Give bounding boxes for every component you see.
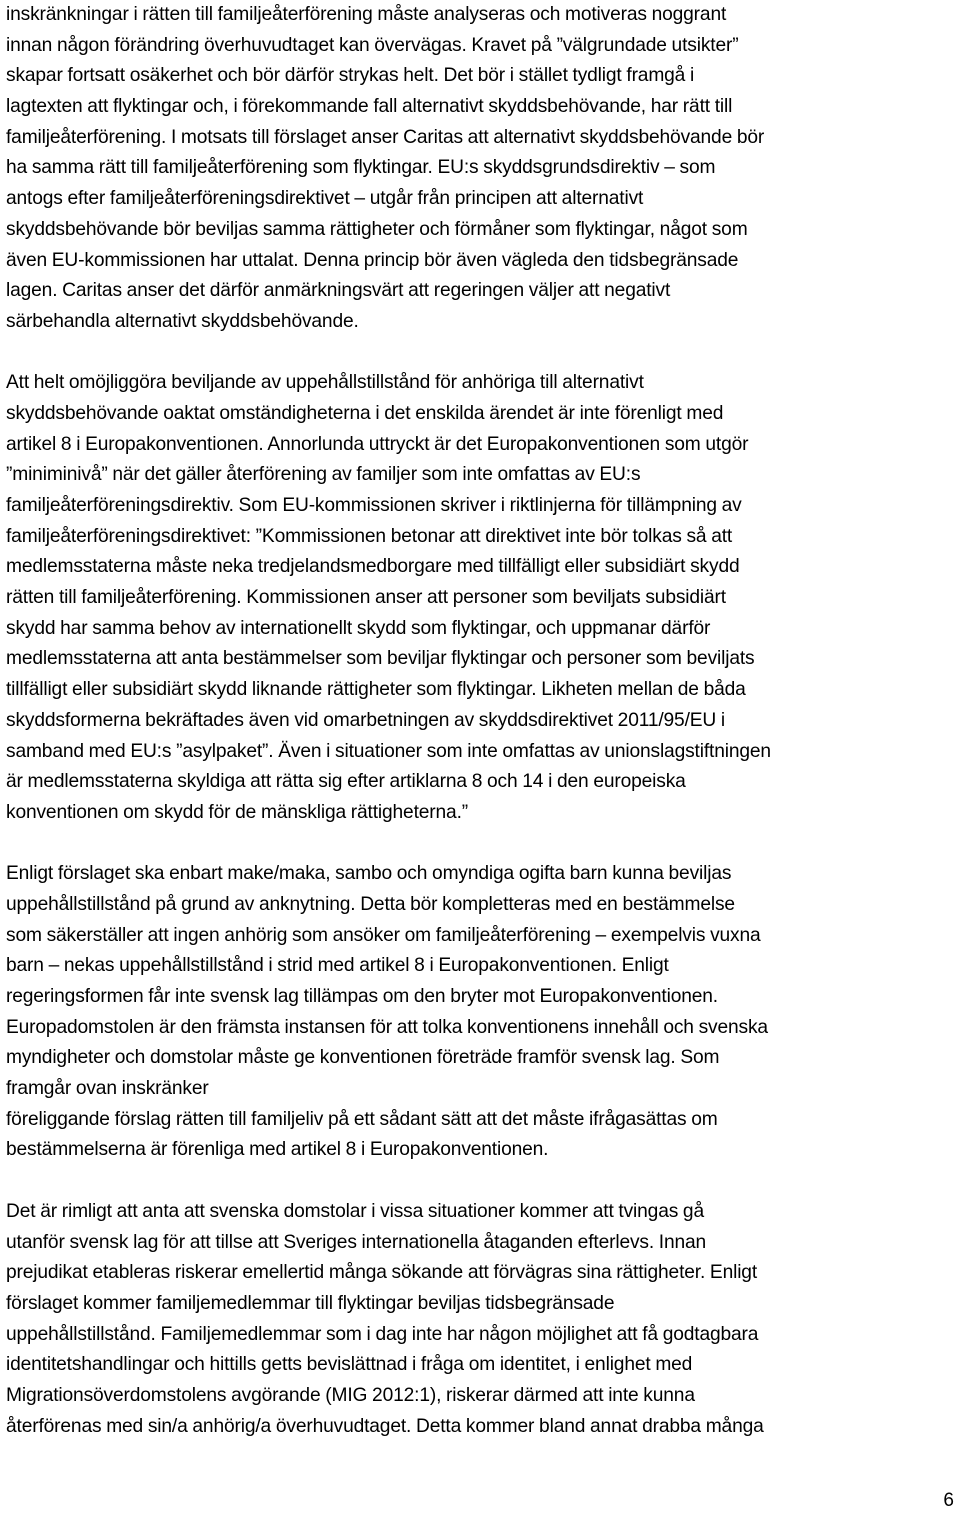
text-line: familjeåterföreningsdirektiv. Som EU-kommissionen skriver i riktlinjerna för tillämpning av (6, 495, 742, 516)
text-line: uppehållstillstånd på grund av anknytning. Detta bör kompletteras med en bestämmelse (6, 893, 735, 915)
text-line: medlemsstaterna att anta bestämmelser som beviljar flyktingar och personer som beviljats (6, 648, 755, 670)
text-line: skyddsbehövande oaktat omständigheterna i det enskilda ärendet är inte förenligt med (6, 402, 724, 424)
text-line: artikel 8 i Europakonventionen. Annorlunda uttryckt är det Europakonventionen som utgör (6, 433, 749, 455)
text-line: innan någon förändring överhuvudtaget kan övervägas. Kravet på ”välgrundade utsikter” (6, 34, 739, 56)
text-line: utanför svensk lag för att tillse att Sveriges internationella åtaganden efterlevs. Innan (6, 1231, 707, 1253)
text-line: är medlemsstaterna skyldiga att rätta sig efter artiklarna 8 och 14 i den europeiska (6, 771, 686, 793)
paragraph-spacer (6, 1166, 956, 1197)
text-line: konventionen om skydd för de mänskliga rättigheterna.” (6, 801, 468, 823)
text-line: skyddsbehövande bör beviljas samma rättigheter och förmåner som flyktingar, något som (6, 218, 748, 240)
text-line: Migrationsöverdomstolens avgörande (MIG 2012:1), riskerar därmed att inte kunna (6, 1384, 695, 1406)
text-line: återförenas med sin/a anhörig/a överhuvudtaget. Detta kommer bland annat drabba många (6, 1415, 764, 1437)
text-line: skydd har samma behov av internationellt skydd som flyktingar, och uppmanar därför (6, 617, 711, 639)
text-line: särbehandla alternativt skyddsbehövande. (6, 310, 359, 332)
text-line: rätten till familjeåterförening. Kommissionen anser att personer som beviljats subsidiärt (6, 587, 726, 609)
page-number: 6 (943, 1490, 954, 1511)
text-line: som säkerställer att ingen anhörig som ansöker om familjeåterförening – exempelvis vuxna (6, 924, 761, 946)
text-line: föreliggande förslag rätten till familjeliv på ett sådant sätt att det måste ifrågasättas om (6, 1108, 718, 1130)
text-line: familjeåterförening. I motsats till förslaget anser Caritas att alternativt skyddsbehövande bör (6, 126, 765, 148)
text-line: samband med EU:s ”asylpaket”. Även i situationer som inte omfattas av unionslagstiftningen (6, 740, 771, 762)
text-line: myndigheter och domstolar måste ge konventionen företräde framför svensk lag. Som (6, 1047, 720, 1069)
document-page (6, 0, 956, 1442)
text-line: antogs efter familjeåterföreningsdirektivet – utgår från principen att alternativt (6, 188, 644, 210)
paragraph-1 (6, 0, 956, 338)
text-line: familjeåterföreningsdirektivet: ”Kommissionen betonar att direktivet inte bör tolkas så att (6, 525, 733, 547)
text-line: barn – nekas uppehållstillstånd i strid med artikel 8 i Europakonventionen. Enligt (6, 955, 669, 977)
text-line: tillfälligt eller subsidiärt skydd liknande rättigheter som flyktingar. Likheten mellan de båda (6, 679, 746, 701)
text-line: förslaget kommer familjemedlemmar till flyktingar beviljas tidsbegränsade (6, 1292, 615, 1314)
text-line: skyddsformerna bekräftades även vid omarbetningen av skyddsdirektivet 2011/95/EU i (6, 709, 725, 731)
text-line: regeringsformen får inte svensk lag tillämpas om den bryter mot Europakonventionen. (6, 986, 718, 1007)
text-line: identitetshandlingar och hittills getts bevislättnad i fråga om identitet, i enlighet med (6, 1354, 693, 1376)
paragraph-3 (6, 859, 956, 1166)
text-line: även EU-kommissionen har uttalat. Denna princip bör även vägleda den tidsbegränsade (6, 249, 739, 271)
text-line: medlemsstaterna måste neka tredjelandsmedborgare med tillfälligt eller subsidiärt skydd (6, 556, 740, 578)
text-line: ”miniminivå” när det gäller återförening av familjer som inte omfattas av EU:s (6, 464, 641, 486)
text-line: lagen. Caritas anser det därför anmärkningsvärt att regeringen väljer att negativt (6, 280, 671, 302)
text-line: skapar fortsatt osäkerhet och bör därför strykas helt. Det bör i stället tydligt framgå i (6, 65, 695, 87)
text-line: Europadomstolen är den främsta instansen för att tolka konventionens innehåll och svenska (6, 1016, 768, 1038)
text-line: framgår ovan inskränker (6, 1078, 209, 1100)
text-line: Enligt förslaget ska enbart make/maka, sambo och omyndiga ogifta barn kunna beviljas (6, 863, 732, 885)
text-line: bestämmelserna är förenliga med artikel 8 i Europakonventionen. (6, 1139, 549, 1161)
text-line: inskränkningar i rätten till familjeåterförening måste analyseras och motiveras noggrant (6, 4, 727, 25)
text-line: Att helt omöjliggöra beviljande av uppehållstillstånd för anhöriga till alternativt (6, 372, 644, 394)
paragraph-spacer (6, 829, 956, 860)
paragraph-spacer (6, 338, 956, 369)
text-line: Det är rimligt att anta att svenska domstolar i vissa situationer kommer att tvingas gå (6, 1200, 704, 1222)
text-line: prejudikat etableras riskerar emellertid många sökande att förvägras sina rättigheter. Enligt (6, 1262, 758, 1284)
text-line: uppehållstillstånd. Familjemedlemmar som i dag inte har någon möjlighet att få godtagbara (6, 1323, 759, 1345)
paragraph-4 (6, 1197, 956, 1443)
paragraph-2 (6, 368, 956, 828)
text-line: lagtexten att flyktingar och, i förekommande fall alternativt skyddsbehövande, har rätt till (6, 96, 733, 118)
text-line: ha samma rätt till familjeåterförening som flyktingar. EU:s skyddsgrundsdirektiv – som (6, 157, 716, 179)
